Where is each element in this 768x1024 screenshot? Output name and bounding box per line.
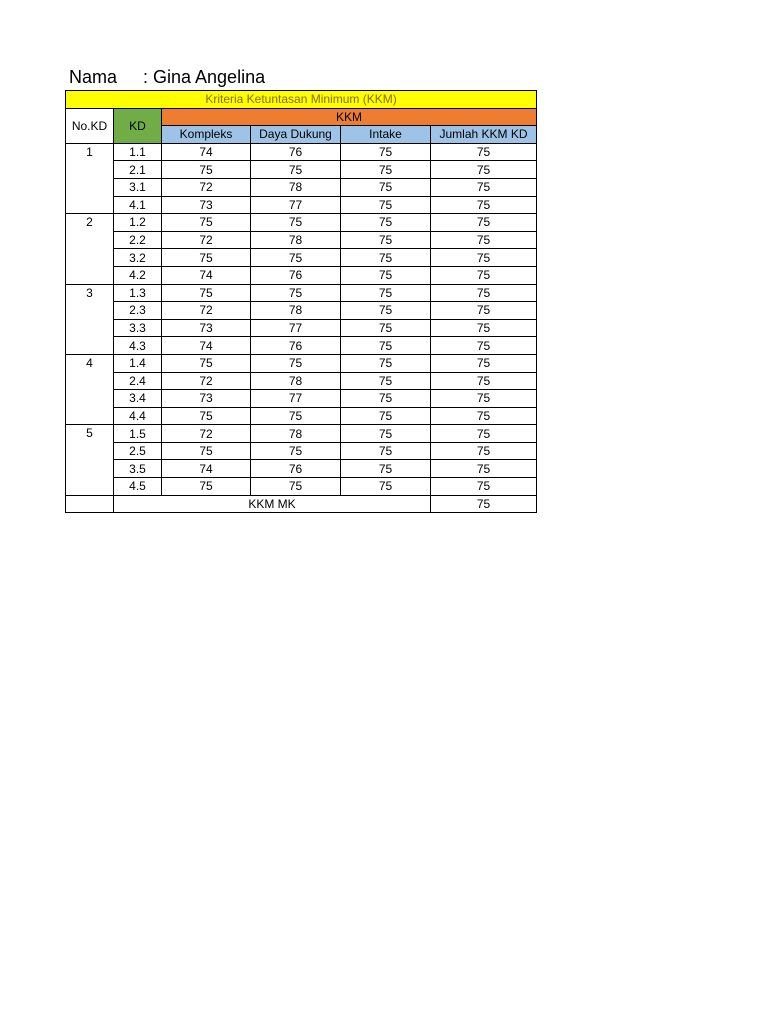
intake-cell: 75: [341, 372, 431, 390]
table-row: [66, 249, 537, 267]
daya-dukung-cell: 78: [251, 178, 341, 196]
kompleks-cell: 72: [162, 178, 251, 196]
daya-dukung-cell: 77: [251, 319, 341, 337]
jumlah-kkm-kd-cell: 75: [431, 266, 537, 284]
kd-cell: 3.2: [114, 249, 162, 267]
kompleks-cell: 74: [162, 337, 251, 355]
kd-cell: 3.3: [114, 319, 162, 337]
intake-cell: 75: [341, 143, 431, 161]
nokd-cell: 3: [66, 284, 114, 354]
table-row: [66, 407, 537, 425]
jumlah-kkm-kd-cell: 75: [431, 249, 537, 267]
kompleks-cell: 75: [162, 407, 251, 425]
daya-dukung-cell: 78: [251, 231, 341, 249]
header-kompleks: Kompleks: [162, 126, 251, 144]
kompleks-cell: 74: [162, 460, 251, 478]
kd-cell: 1.2: [114, 214, 162, 232]
kompleks-cell: 75: [162, 249, 251, 267]
jumlah-kkm-kd-cell: 75: [431, 214, 537, 232]
header-kkm: KKM: [162, 108, 537, 126]
kd-cell: 3.4: [114, 390, 162, 408]
kompleks-cell: 72: [162, 425, 251, 443]
nokd-cell: 5: [66, 425, 114, 495]
daya-dukung-cell: 75: [251, 442, 341, 460]
table-row: [66, 161, 537, 179]
table-row: [66, 460, 537, 478]
jumlah-kkm-kd-cell: 75: [431, 425, 537, 443]
kd-cell: 2.3: [114, 302, 162, 320]
daya-dukung-cell: 76: [251, 143, 341, 161]
jumlah-kkm-kd-cell: 75: [431, 407, 537, 425]
intake-cell: 75: [341, 178, 431, 196]
daya-dukung-cell: 75: [251, 161, 341, 179]
jumlah-kkm-kd-cell: 75: [431, 302, 537, 320]
intake-cell: 75: [341, 390, 431, 408]
kd-cell: 1.1: [114, 143, 162, 161]
jumlah-kkm-kd-cell: 75: [431, 478, 537, 496]
intake-cell: 75: [341, 249, 431, 267]
table-title-row: [66, 91, 537, 109]
name-label: Nama: [69, 67, 118, 87]
footer-empty-cell: [66, 495, 114, 513]
kd-cell: 4.2: [114, 266, 162, 284]
footer-label: KKM MK: [114, 495, 431, 513]
intake-cell: 75: [341, 231, 431, 249]
kompleks-cell: 72: [162, 302, 251, 320]
intake-cell: 75: [341, 442, 431, 460]
kd-cell: 4.4: [114, 407, 162, 425]
table-row: [66, 284, 537, 302]
daya-dukung-cell: 78: [251, 302, 341, 320]
daya-dukung-cell: 75: [251, 284, 341, 302]
daya-dukung-cell: 75: [251, 354, 341, 372]
intake-cell: 75: [341, 460, 431, 478]
intake-cell: 75: [341, 425, 431, 443]
daya-dukung-cell: 76: [251, 337, 341, 355]
intake-cell: 75: [341, 407, 431, 425]
jumlah-kkm-kd-cell: 75: [431, 354, 537, 372]
table-row: [66, 231, 537, 249]
table-row: [66, 390, 537, 408]
table-row: [66, 196, 537, 214]
kd-cell: 4.3: [114, 337, 162, 355]
intake-cell: 75: [341, 478, 431, 496]
kd-cell: 1.4: [114, 354, 162, 372]
intake-cell: 75: [341, 337, 431, 355]
jumlah-kkm-kd-cell: 75: [431, 284, 537, 302]
header-nokd: No.KD: [66, 108, 114, 143]
daya-dukung-cell: 75: [251, 214, 341, 232]
table-row: [66, 442, 537, 460]
kd-cell: 1.5: [114, 425, 162, 443]
student-name-line: [69, 66, 265, 88]
kompleks-cell: 73: [162, 196, 251, 214]
kd-cell: 2.2: [114, 231, 162, 249]
intake-cell: 75: [341, 161, 431, 179]
daya-dukung-cell: 75: [251, 249, 341, 267]
jumlah-kkm-kd-cell: 75: [431, 390, 537, 408]
footer-value: 75: [431, 495, 537, 513]
daya-dukung-cell: 77: [251, 196, 341, 214]
daya-dukung-cell: 75: [251, 407, 341, 425]
kd-cell: 1.3: [114, 284, 162, 302]
table-row: [66, 372, 537, 390]
kompleks-cell: 72: [162, 372, 251, 390]
nokd-cell: 4: [66, 354, 114, 424]
kd-cell: 4.1: [114, 196, 162, 214]
kd-cell: 2.4: [114, 372, 162, 390]
kompleks-cell: 75: [162, 284, 251, 302]
kd-cell: 3.5: [114, 460, 162, 478]
table-row: [66, 266, 537, 284]
table-row: [66, 319, 537, 337]
kompleks-cell: 75: [162, 442, 251, 460]
kompleks-cell: 73: [162, 390, 251, 408]
jumlah-kkm-kd-cell: 75: [431, 178, 537, 196]
table-body: [66, 143, 537, 495]
daya-dukung-cell: 78: [251, 425, 341, 443]
daya-dukung-cell: 76: [251, 266, 341, 284]
table-title: Kriteria Ketuntasan Minimum (KKM): [66, 91, 537, 109]
intake-cell: 75: [341, 319, 431, 337]
kompleks-cell: 74: [162, 266, 251, 284]
jumlah-kkm-kd-cell: 75: [431, 460, 537, 478]
header-row: [66, 108, 537, 126]
intake-cell: 75: [341, 214, 431, 232]
table-row: [66, 143, 537, 161]
nokd-cell: 2: [66, 214, 114, 284]
kd-cell: 2.5: [114, 442, 162, 460]
footer-row: [66, 495, 537, 513]
jumlah-kkm-kd-cell: 75: [431, 161, 537, 179]
intake-cell: 75: [341, 354, 431, 372]
jumlah-kkm-kd-cell: 75: [431, 319, 537, 337]
header-daya-dukung: Daya Dukung: [251, 126, 341, 144]
table-row: [66, 425, 537, 443]
header-intake: Intake: [341, 126, 431, 144]
kkm-table: [65, 90, 537, 513]
kd-cell: 3.1: [114, 178, 162, 196]
table-row: [66, 337, 537, 355]
jumlah-kkm-kd-cell: 75: [431, 196, 537, 214]
header-jumlah-kkm-kd: Jumlah KKM KD: [431, 126, 537, 144]
table-row: [66, 302, 537, 320]
table-row: [66, 354, 537, 372]
kd-cell: 4.5: [114, 478, 162, 496]
intake-cell: 75: [341, 196, 431, 214]
table-row: [66, 478, 537, 496]
kompleks-cell: 75: [162, 161, 251, 179]
daya-dukung-cell: 77: [251, 390, 341, 408]
jumlah-kkm-kd-cell: 75: [431, 372, 537, 390]
table-row: [66, 178, 537, 196]
daya-dukung-cell: 75: [251, 478, 341, 496]
daya-dukung-cell: 78: [251, 372, 341, 390]
kompleks-cell: 75: [162, 354, 251, 372]
table-row: [66, 214, 537, 232]
kompleks-cell: 74: [162, 143, 251, 161]
nokd-cell: 1: [66, 143, 114, 213]
kd-cell: 2.1: [114, 161, 162, 179]
kompleks-cell: 73: [162, 319, 251, 337]
kompleks-cell: 75: [162, 214, 251, 232]
name-value: : Gina Angelina: [143, 67, 266, 87]
jumlah-kkm-kd-cell: 75: [431, 337, 537, 355]
header-kd: KD: [114, 108, 162, 143]
jumlah-kkm-kd-cell: 75: [431, 143, 537, 161]
intake-cell: 75: [341, 266, 431, 284]
intake-cell: 75: [341, 302, 431, 320]
kompleks-cell: 75: [162, 478, 251, 496]
jumlah-kkm-kd-cell: 75: [431, 442, 537, 460]
intake-cell: 75: [341, 284, 431, 302]
jumlah-kkm-kd-cell: 75: [431, 231, 537, 249]
kompleks-cell: 72: [162, 231, 251, 249]
daya-dukung-cell: 76: [251, 460, 341, 478]
